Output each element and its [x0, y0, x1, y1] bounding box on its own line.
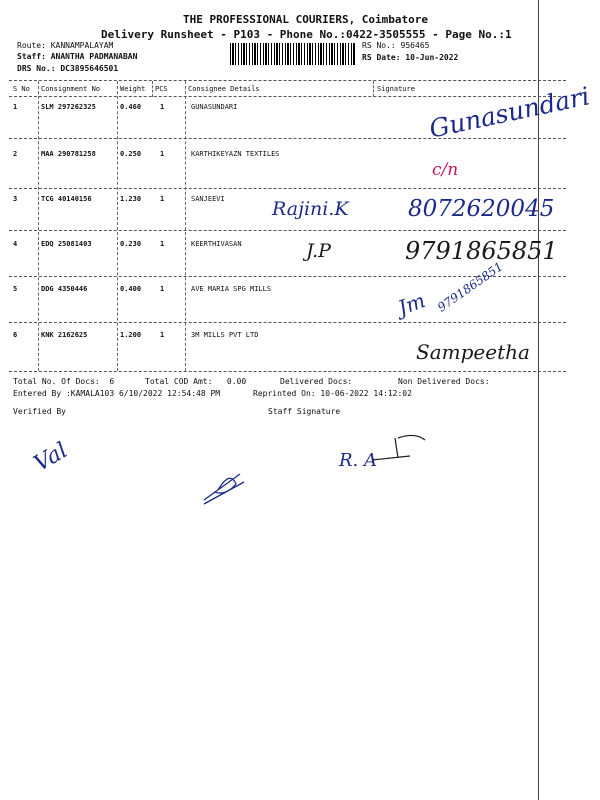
- row-consignee: 3M MILLS PVT LTD: [191, 331, 259, 339]
- signature-stroke: [372, 435, 425, 460]
- totals-line: Total No. Of Docs: 6: [13, 377, 115, 386]
- row-consignment: SLM 297262325: [41, 103, 96, 111]
- handwritten-name: Rajini.K: [272, 198, 349, 220]
- runsheet-title: Delivery Runsheet - P103 - Phone No.:0422-3505555 - Page No.:1: [101, 28, 512, 41]
- handwritten-signature: Sampeetha: [416, 340, 530, 364]
- company-title: THE PROFESSIONAL COURIERS, Coimbatore: [183, 13, 429, 26]
- row-sno: 6: [13, 331, 18, 339]
- row-sno: 1: [13, 103, 18, 111]
- row-sno: 5: [13, 285, 18, 293]
- verified-by-label: Verified By: [13, 407, 66, 416]
- row-consignee: AVE MARIA SPG MILLS: [191, 285, 272, 293]
- rs-no-line: RS No.: 956465: [362, 41, 430, 50]
- col-consignee: Consignee Details: [188, 85, 260, 93]
- handwritten-note: c/n: [432, 160, 459, 180]
- rs-no-value: 956465: [400, 41, 430, 50]
- handwritten-phone: 9791865851: [405, 237, 558, 265]
- col-signature: Signature: [377, 85, 415, 93]
- row-pcs: 1: [160, 285, 165, 293]
- cod-line: Total COD Amt: 0.00: [145, 377, 247, 386]
- row-consignee: GUNASUNDARI: [191, 103, 238, 111]
- drs-value: DC3895646501: [60, 64, 119, 73]
- delivered-label: Delivered Docs:: [280, 377, 353, 386]
- row-weight: 1.230: [120, 195, 142, 203]
- col-consignment: Consignment No: [41, 85, 101, 93]
- non-delivered-label: Non Delivered Docs:: [398, 377, 490, 386]
- row-sno: 3: [13, 195, 18, 203]
- row-consignment: MAA 290781258: [41, 150, 96, 158]
- row-consignee: KARTHIKEYAZN TEXTILES: [191, 150, 280, 158]
- row-weight: 0.250: [120, 150, 142, 158]
- staff-signature-label: Staff Signature: [268, 407, 341, 416]
- row-consignee: KEERTHIVASAN: [191, 240, 242, 248]
- row-sno: 4: [13, 240, 18, 248]
- rs-date-value: 10-Jun-2022: [405, 53, 459, 62]
- drs-line: DRS No.: DC3895646501: [17, 64, 119, 73]
- col-sno: S No: [13, 85, 30, 93]
- row-weight: 0.460: [120, 103, 142, 111]
- total-docs-value: 6: [109, 377, 115, 386]
- handwritten-signature: Gunasundari: [426, 81, 593, 144]
- row-pcs: 1: [160, 103, 165, 111]
- handwritten-initials: J.P: [306, 240, 331, 262]
- signature-stroke: [204, 474, 244, 504]
- row-consignment: EDQ 25081403: [41, 240, 92, 248]
- total-cod-value: 0.00: [226, 377, 247, 386]
- row-pcs: 1: [160, 150, 165, 158]
- row-weight: 0.400: [120, 285, 142, 293]
- staff-line: Staff: ANANTHA PADMANABAN: [17, 52, 138, 61]
- row-sno: 2: [13, 150, 18, 158]
- staff-value: ANANTHA PADMANABAN: [50, 52, 138, 61]
- row-pcs: 1: [160, 195, 165, 203]
- row-consignment: KNK 2162625: [41, 331, 88, 339]
- route-value: KANNAMPALAYAM: [50, 41, 114, 50]
- row-consignee: SANJEEVI: [191, 195, 225, 203]
- col-weight: Weight: [120, 85, 146, 93]
- row-weight: 1.200: [120, 331, 142, 339]
- row-consignment: TCG 40140156: [41, 195, 92, 203]
- handwritten-phone: 8072620045: [408, 196, 555, 222]
- row-pcs: 1: [160, 240, 165, 248]
- row-pcs: 1: [160, 331, 165, 339]
- staff-signature: R. A: [339, 450, 377, 471]
- route-line: Route: KANNAMPALAYAM: [17, 41, 114, 50]
- col-pcs: PCS: [155, 85, 168, 93]
- reprinted-on: Reprinted On: 10-06-2022 14:12:02: [253, 389, 412, 398]
- row-consignment: DDG 4350446: [41, 285, 88, 293]
- handwritten-initial: Jm: [394, 288, 429, 320]
- handwritten-signature: 9791865851: [434, 259, 506, 315]
- row-weight: 0.230: [120, 240, 142, 248]
- rs-date-line: RS Date: 10-Jun-2022: [362, 53, 459, 62]
- verified-signature: Val: [30, 438, 73, 477]
- entered-by: Entered By :KAMALA103 6/10/2022 12:54:48 PM: [13, 389, 221, 398]
